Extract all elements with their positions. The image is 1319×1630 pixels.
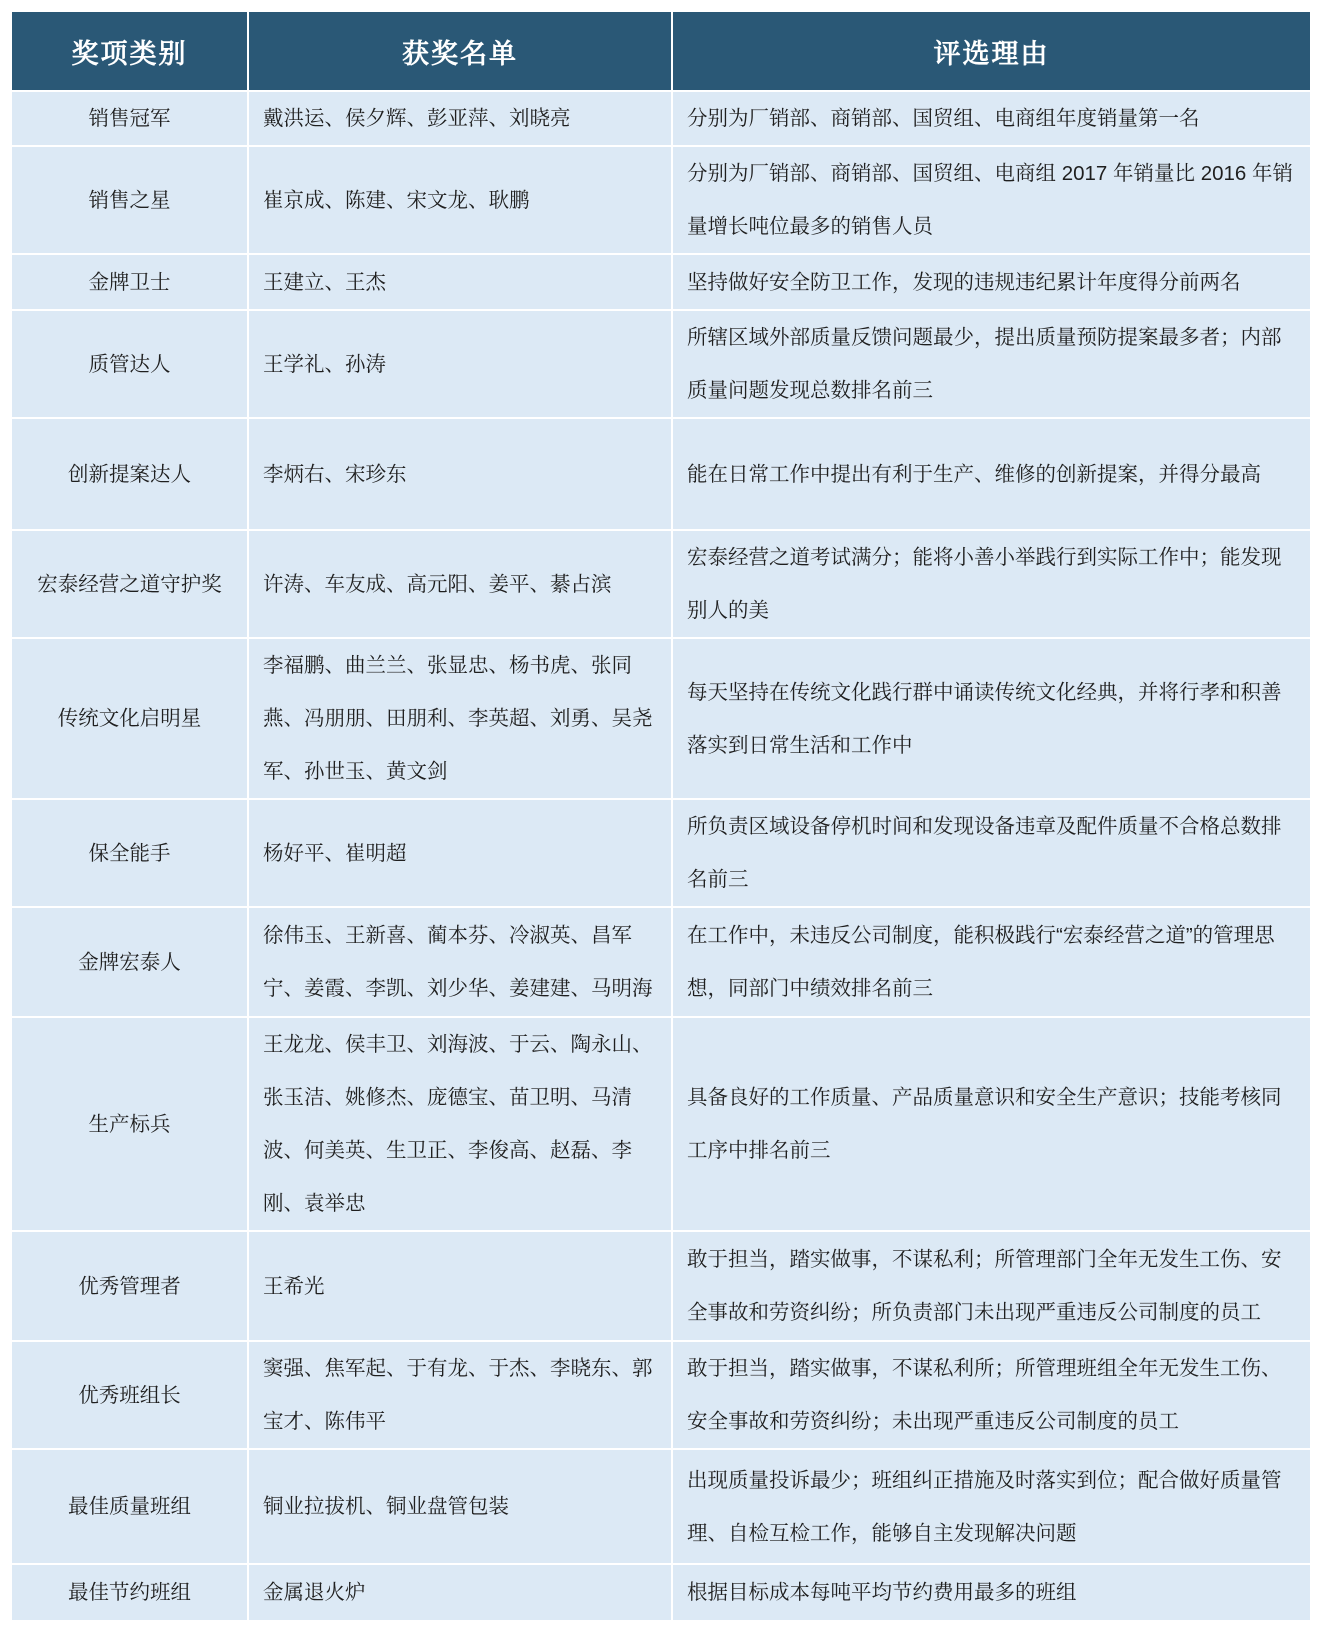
category-cell: 宏泰经营之道守护奖 — [11, 530, 248, 638]
winners-cell: 铜业拉拔机、铜业盘管包装 — [248, 1449, 672, 1564]
reason-cell: 能在日常工作中提出有利于生产、维修的创新提案，并得分最高 — [672, 418, 1311, 530]
winners-cell: 李炳右、宋珍东 — [248, 418, 672, 530]
winners-cell: 李福鹏、曲兰兰、张显忠、杨书虎、张同燕、冯朋朋、田朋利、李英超、刘勇、吴尧军、孙世玉、黄文剑 — [248, 638, 672, 799]
table-row — [11, 1449, 1311, 1564]
category-cell: 创新提案达人 — [11, 418, 248, 530]
winners-cell: 金属退火炉 — [248, 1564, 672, 1621]
reason-cell: 分别为厂销部、商销部、国贸组、电商组年度销量第一名 — [672, 91, 1311, 146]
reason-cell: 宏泰经营之道考试满分；能将小善小举践行到实际工作中；能发现别人的美 — [672, 530, 1311, 638]
winners-cell: 杨好平、崔明超 — [248, 799, 672, 907]
column-header-winners-list: 获奖名单 — [248, 11, 672, 91]
reason-cell: 敢于担当，踏实做事，不谋私利；所管理部门全年无发生工伤、安全事故和劳资纠纷；所负责部门未出现严重违反公司制度的员工 — [672, 1231, 1311, 1341]
table-row — [11, 91, 1311, 146]
winners-cell: 徐伟玉、王新喜、蔺本芬、冷淑英、昌军宁、姜霞、李凯、刘少华、姜建建、马明海 — [248, 907, 672, 1017]
awards-table — [10, 10, 1312, 1622]
winners-cell: 许涛、车友成、高元阳、姜平、綦占滨 — [248, 530, 672, 638]
reason-cell: 根据目标成本每吨平均节约费用最多的班组 — [672, 1564, 1311, 1621]
category-cell: 最佳节约班组 — [11, 1564, 248, 1621]
category-cell: 优秀管理者 — [11, 1231, 248, 1341]
winners-cell: 王建立、王杰 — [248, 254, 672, 310]
winners-cell: 王龙龙、侯丰卫、刘海波、于云、陶永山、张玉洁、姚修杰、庞德宝、苗卫明、马清波、何美英、生卫正、李俊高、赵磊、李刚、袁举忠 — [248, 1017, 672, 1231]
category-cell: 金牌卫士 — [11, 254, 248, 310]
reason-cell: 所负责区域设备停机时间和发现设备违章及配件质量不合格总数排名前三 — [672, 799, 1311, 907]
table-row — [11, 638, 1311, 799]
winners-cell: 王希光 — [248, 1231, 672, 1341]
column-header-selection-reason: 评选理由 — [672, 11, 1311, 91]
category-cell: 销售之星 — [11, 146, 248, 254]
category-cell: 优秀班组长 — [11, 1341, 248, 1449]
reason-cell: 坚持做好安全防卫工作，发现的违规违纪累计年度得分前两名 — [672, 254, 1311, 310]
header-row — [11, 11, 1311, 91]
reason-cell: 具备良好的工作质量、产品质量意识和安全生产意识；技能考核同工序中排名前三 — [672, 1017, 1311, 1231]
winners-cell: 崔京成、陈建、宋文龙、耿鹏 — [248, 146, 672, 254]
category-cell: 销售冠军 — [11, 91, 248, 146]
reason-cell: 出现质量投诉最少；班组纠正措施及时落实到位；配合做好质量管理、自检互检工作，能够自主发现解决问题 — [672, 1449, 1311, 1564]
table-row — [11, 1341, 1311, 1449]
column-header-award-category: 奖项类别 — [11, 11, 248, 91]
table-row — [11, 1231, 1311, 1341]
table-row — [11, 1564, 1311, 1621]
category-cell: 质管达人 — [11, 310, 248, 418]
table-row — [11, 1017, 1311, 1231]
category-cell: 传统文化启明星 — [11, 638, 248, 799]
winners-cell: 王学礼、孙涛 — [248, 310, 672, 418]
reason-cell: 敢于担当，踏实做事，不谋私利所；所管理班组全年无发生工伤、安全事故和劳资纠纷；未出现严重违反公司制度的员工 — [672, 1341, 1311, 1449]
table-row — [11, 146, 1311, 254]
category-cell: 金牌宏泰人 — [11, 907, 248, 1017]
reason-cell: 所辖区域外部质量反馈问题最少，提出质量预防提案最多者；内部质量问题发现总数排名前三 — [672, 310, 1311, 418]
table-row — [11, 907, 1311, 1017]
reason-cell: 每天坚持在传统文化践行群中诵读传统文化经典，并将行孝和积善落实到日常生活和工作中 — [672, 638, 1311, 799]
winners-cell: 戴洪运、侯夕辉、彭亚萍、刘晓亮 — [248, 91, 672, 146]
category-cell: 保全能手 — [11, 799, 248, 907]
table-row — [11, 310, 1311, 418]
reason-cell: 分别为厂销部、商销部、国贸组、电商组 2017 年销量比 2016 年销量增长吨位最多的销售人员 — [672, 146, 1311, 254]
category-cell: 生产标兵 — [11, 1017, 248, 1231]
reason-cell: 在工作中，未违反公司制度，能积极践行“宏泰经营之道”的管理思想，同部门中绩效排名前三 — [672, 907, 1311, 1017]
winners-cell: 窦强、焦军起、于有龙、于杰、李晓东、郭宝才、陈伟平 — [248, 1341, 672, 1449]
table-row — [11, 799, 1311, 907]
table-row — [11, 254, 1311, 310]
category-cell: 最佳质量班组 — [11, 1449, 248, 1564]
table-row — [11, 530, 1311, 638]
table-row — [11, 418, 1311, 530]
